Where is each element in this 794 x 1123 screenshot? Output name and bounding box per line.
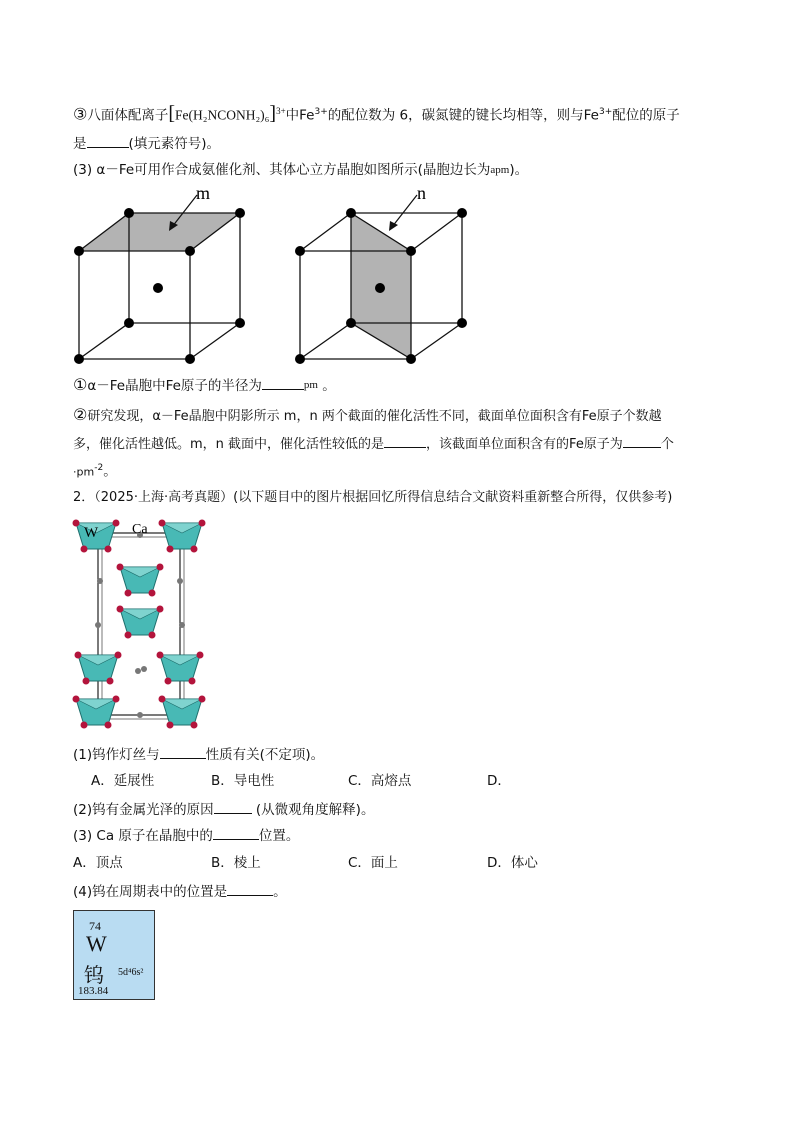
q2-part3: (3) Ca 原子在晶胞中的 位置。	[73, 825, 299, 846]
answer-blank[interactable]	[623, 433, 661, 448]
part3-stem: (3) α－Fe可用作合成氨催化剂、其体心立方晶胞如图所示(晶胞边长为$^{apm}$)。	[73, 162, 529, 178]
question-part3-line1: ③八面体配离子[Fe(H₂NCONH₂)₆]$^{3+}$中$Fe^{3+}$的配位数为 6，碳氮键的键长均相等，则与$Fe^{3+}$配位的原子	[73, 102, 680, 125]
option-c[interactable]: C．面上	[348, 855, 398, 871]
question-2-header: 2．（2025·上海·高考真题）(以下题目中的图片根据回忆所得信息结合文献资料重新整合所得，仅供参考)	[73, 490, 673, 505]
answer-blank[interactable]	[214, 799, 252, 814]
answer-blank[interactable]	[262, 375, 304, 390]
question-part3-line2: 是 (填元素符号)。	[73, 133, 220, 154]
cube-n	[295, 183, 467, 364]
cube-m	[74, 183, 245, 364]
option-b[interactable]: B．导电性	[211, 773, 275, 789]
element-symbol: W	[86, 931, 107, 956]
bcc-cube-figures	[70, 183, 480, 368]
label-ca: Ca	[132, 522, 148, 537]
option-a[interactable]: A．顶点	[73, 855, 123, 871]
option-b[interactable]: B．棱上	[211, 855, 261, 871]
electron-config: 5d⁴6s²	[118, 967, 144, 978]
label-n: n	[417, 183, 426, 203]
sub2-line3: $\cdot pm^{-2}$。	[73, 463, 117, 480]
sub2-line1: ②研究发现，α－Fe晶胞中阴影所示 m，n 两个截面的催化活性不同，截面单位面积含有Fe原子个数越	[73, 405, 662, 424]
complex-formula: Fe(H₂NCONH₂)₆	[175, 107, 270, 123]
option-c[interactable]: C．高熔点	[348, 773, 412, 789]
answer-blank[interactable]	[227, 881, 273, 896]
sub1: ①α－Fe晶胞中Fe原子的半径为 $^{pm}$ 。	[73, 375, 336, 394]
answer-blank[interactable]	[87, 133, 129, 148]
scheelite-structure	[70, 513, 215, 738]
answer-blank[interactable]	[160, 744, 206, 759]
option-d[interactable]: D．	[487, 773, 511, 789]
sub2-line2: 多，催化活性越低。m，n 截面中，催化活性较低的是 ，该截面单位面积含有的Fe原子为 个	[73, 433, 674, 455]
atomic-number: 74	[89, 919, 101, 933]
element-name: 钨	[84, 963, 104, 987]
atomic-mass: 183.84	[78, 985, 109, 997]
q2-part1: (1)钨作灯丝与 性质有关(不定项)。	[73, 744, 324, 765]
answer-blank[interactable]	[213, 825, 259, 840]
option-d[interactable]: D．体心	[487, 855, 538, 871]
shaded-plane-m	[79, 213, 240, 251]
q2-part2: (2)钨有金属光泽的原因 (从微观角度解释)。	[73, 799, 374, 820]
q2-part4: (4)钨在周期表中的位置是 。	[73, 881, 287, 902]
tungsten-element-card	[73, 910, 155, 1000]
label-m: m	[196, 183, 211, 203]
option-a[interactable]: A．延展性	[91, 773, 155, 789]
answer-blank[interactable]	[384, 433, 426, 448]
label-w: W	[84, 525, 99, 541]
